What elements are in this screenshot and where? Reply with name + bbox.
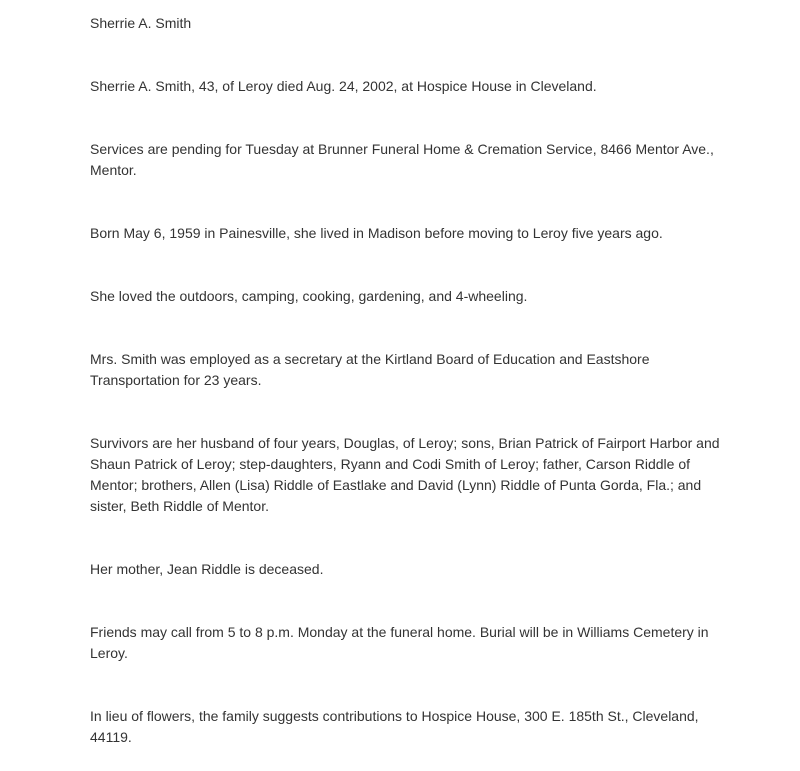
obituary-paragraph-death: Sherrie A. Smith, 43, of Leroy died Aug. 24, 2002, at Hospice House in Cleveland.: [90, 78, 597, 94]
obituary-paragraph-survivors: Survivors are her husband of four years, Douglas, of Leroy; sons, Brian Patrick of Fairport Harbor and Shaun Patrick of Leroy; step-daughters, Ryann and Codi Smith of Leroy; father, Carson Riddle of Mentor; brothers, Allen (Lisa) Riddle of Eastlake and David (Lynn) Riddle of Punta Gorda, Fla.; and sister, Beth Riddle of Mentor.: [90, 435, 720, 514]
obituary-article: [90, 13, 730, 748]
obituary-paragraph-predeceased: Her mother, Jean Riddle is deceased.: [90, 561, 324, 577]
obituary-paragraph-visitation: Friends may call from 5 to 8 p.m. Monday at the funeral home. Burial will be in Williams Cemetery in Leroy.: [90, 624, 709, 661]
obituary-paragraph-birth: Born May 6, 1959 in Painesville, she lived in Madison before moving to Leroy five years ago.: [90, 225, 663, 241]
obituary-paragraph-employment: Mrs. Smith was employed as a secretary at the Kirtland Board of Education and Eastshore Transportation for 23 years.: [90, 351, 650, 388]
obituary-paragraph-services: Services are pending for Tuesday at Brunner Funeral Home & Cremation Service, 8466 Mentor Ave., Mentor.: [90, 141, 714, 178]
obituary-paragraph-contributions: In lieu of flowers, the family suggests contributions to Hospice House, 300 E. 185th St., Cleveland, 44119.: [90, 708, 699, 745]
obituary-paragraph-interests: She loved the outdoors, camping, cooking, gardening, and 4-wheeling.: [90, 288, 528, 304]
obituary-title: Sherrie A. Smith: [90, 15, 192, 31]
